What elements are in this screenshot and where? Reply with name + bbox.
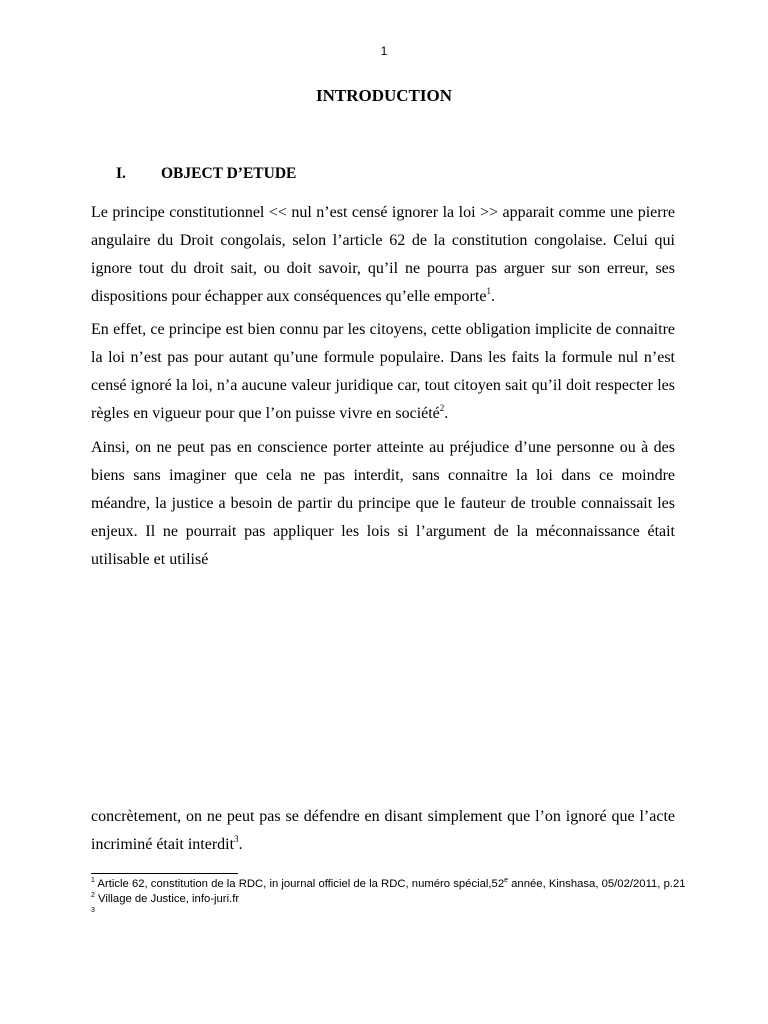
footnote-2: [91, 892, 691, 907]
paragraph-3: [91, 434, 675, 574]
footnote-text-continued: année, Kinshasa, 05/02/2011, p.21: [508, 878, 686, 890]
paragraph-1: [91, 199, 675, 311]
paragraph-end: .: [490, 288, 495, 305]
footnote-3: [91, 907, 691, 922]
footnote-ref-1[interactable]: 1: [486, 285, 491, 296]
footnotes: [91, 877, 691, 922]
paragraph-2: [91, 316, 675, 428]
section-title: OBJECT D’ETUDE: [161, 165, 297, 182]
paragraph-text: Ainsi, on ne peut pas en conscience porter atteinte au préjudice d’une personne ou à des biens sans imaginer que cela ne pas interdit, sans connaitre la loi dans ce moindre méandre, la justice a besoin de partir du principe que le fauteur de trouble connaissait les enjeux. Il ne pourrait pas appliquer les lois si l’argument de la méconnaissance était utilisable et utilisé: [91, 439, 675, 568]
section-heading: [116, 165, 296, 183]
footnote-superscript: e: [504, 877, 509, 885]
document-title: INTRODUCTION: [315, 86, 453, 105]
paragraph-text: Le principe constitutionnel << nul n’est censé ignorer la loi >> apparait comme une pierre angulaire du Droit congolais, selon l’article 62 de la constitution congolaise. Celui qui ignore tout du droit sait, ou doit savoir, qu’il ne pourra pas arguer sur son erreur, ses dispositions pour échapper aux conséquences qu’elle emporte: [91, 204, 675, 305]
section-number: I.: [116, 165, 126, 182]
paragraph-text: concrètement, on ne peut pas se défendre en disant simplement que l’on ignoré que l’acte incriminé était interdit: [91, 808, 675, 853]
footnote-number: 2: [91, 892, 95, 900]
paragraph-end: .: [444, 405, 449, 422]
footnote-text: Village de Justice, info-juri.fr: [94, 893, 240, 905]
paragraph-4: [91, 803, 675, 859]
footnote-ref-2[interactable]: 2: [439, 402, 445, 413]
page-number: 1: [380, 44, 388, 58]
footnote-ref-3[interactable]: 3: [234, 833, 239, 844]
footnote-1: [91, 877, 691, 892]
paragraph-text: En effet, ce principe est bien connu par les citoyens, cette obligation implicite de connaitre la loi n’est pas pour autant qu’une formule populaire. Dans les faits la formule nul n’est censé ignoré la loi, n’a aucune valeur juridique car, tout citoyen sait qu’il doit respecter les règles en vigueur pour que l’on puisse vivre en société: [91, 321, 675, 422]
paragraph-end: .: [238, 836, 243, 853]
footnote-number: 1: [91, 877, 95, 885]
footnote-number: 3: [91, 907, 95, 915]
footnote-separator: [91, 873, 238, 874]
footnote-text: Article 62, constitution de la RDC, in journal officiel de la RDC, numéro spécial,52: [94, 878, 505, 890]
